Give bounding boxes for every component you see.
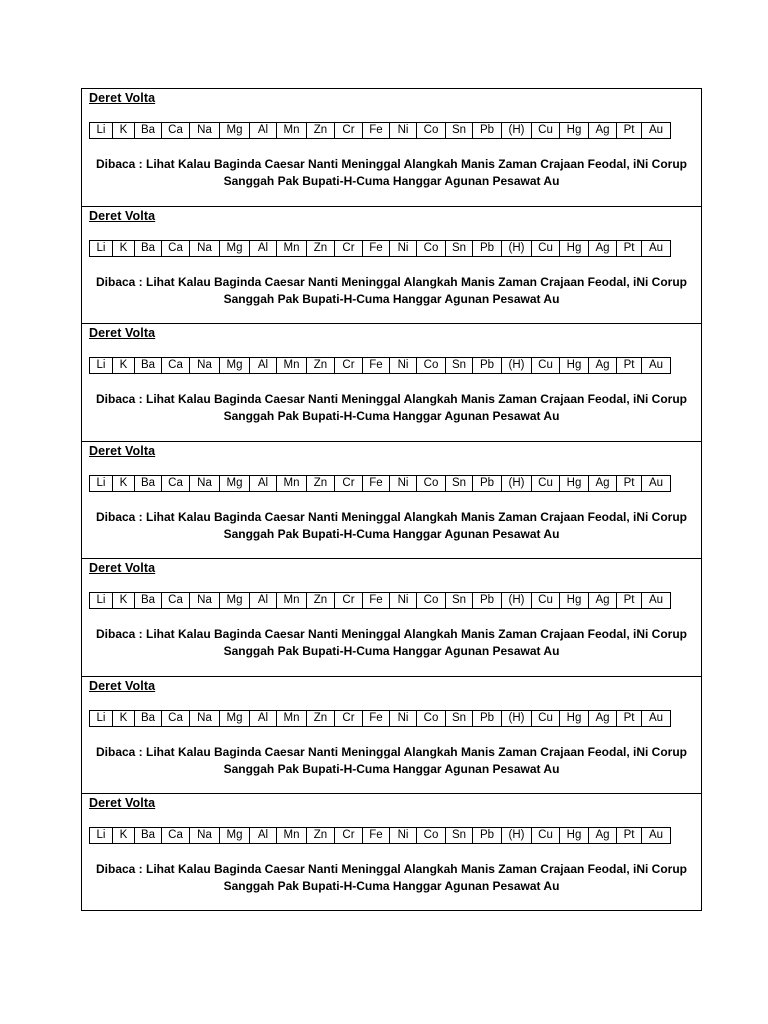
mnemonic-text xyxy=(82,274,701,308)
mnemonic-line-1: Dibaca : Lihat Kalau Baginda Caesar Nanti Meninggal Alangkah Manis Zaman Crajaan Feodal, iNi Corup xyxy=(95,274,687,289)
element-cell: Li xyxy=(90,476,113,491)
element-cell: Zn xyxy=(307,711,335,726)
mnemonic-line-1: Dibaca : Lihat Kalau Baginda Caesar Nanti Meninggal Alangkah Manis Zaman Crajaan Feodal, iNi Corup xyxy=(95,509,687,524)
element-cell: Zn xyxy=(307,476,335,491)
section-title: Deret Volta xyxy=(89,208,156,223)
element-cell: (H) xyxy=(502,358,532,373)
element-cell: Ni xyxy=(390,358,417,373)
section-title: Deret Volta xyxy=(89,678,156,693)
mnemonic-text xyxy=(82,626,701,660)
element-cell: Mn xyxy=(277,358,307,373)
element-cell: Ca xyxy=(162,358,190,373)
mnemonic-line-2: Sanggah Pak Bupati-H-Cuma Hanggar Agunan Pesawat Au xyxy=(223,174,560,188)
element-cell: Na xyxy=(190,476,220,491)
element-cell: K xyxy=(113,123,135,138)
element-cell: Ba xyxy=(135,358,162,373)
element-cell: (H) xyxy=(502,593,532,608)
mnemonic-text xyxy=(82,156,701,190)
element-cell: Sn xyxy=(446,123,473,138)
element-cell: Mn xyxy=(277,828,307,843)
mnemonic-line-1: Dibaca : Lihat Kalau Baginda Caesar Nanti Meninggal Alangkah Manis Zaman Crajaan Feodal, iNi Corup xyxy=(95,744,687,759)
element-cell: K xyxy=(113,358,135,373)
element-cell: Mg xyxy=(220,711,250,726)
element-cell: Ba xyxy=(135,123,162,138)
element-cell: Mn xyxy=(277,476,307,491)
element-cell: Pt xyxy=(617,828,642,843)
element-cell: Zn xyxy=(307,241,335,256)
element-series-row xyxy=(89,710,671,727)
element-cell: Hg xyxy=(560,828,589,843)
element-cell: Li xyxy=(90,593,113,608)
element-cell: Al xyxy=(250,828,277,843)
element-cell: Cr xyxy=(335,476,363,491)
mnemonic-line-2: Sanggah Pak Bupati-H-Cuma Hanggar Agunan Pesawat Au xyxy=(223,291,560,306)
element-cell: Ni xyxy=(390,711,417,726)
element-cell: Cr xyxy=(335,358,363,373)
element-series-row xyxy=(89,122,671,139)
element-cell: Ag xyxy=(589,593,617,608)
element-cell: Fe xyxy=(363,476,390,491)
element-cell: Zn xyxy=(307,358,335,373)
element-cell: Sn xyxy=(446,476,473,491)
element-cell: Pb xyxy=(473,828,502,843)
element-cell: Cu xyxy=(532,711,560,726)
element-cell: K xyxy=(113,476,135,491)
mnemonic-text xyxy=(82,509,701,543)
element-cell: Mg xyxy=(220,123,250,138)
element-cell: (H) xyxy=(502,476,532,491)
element-cell: (H) xyxy=(502,241,532,256)
element-cell: Al xyxy=(250,711,277,726)
element-cell: Li xyxy=(90,123,113,138)
element-cell: Cu xyxy=(532,593,560,608)
deret-volta-section xyxy=(82,89,701,207)
element-cell: Mn xyxy=(277,123,307,138)
section-title: Deret Volta xyxy=(89,326,156,341)
element-cell: Al xyxy=(250,358,277,373)
element-cell: Ca xyxy=(162,123,190,138)
element-cell: Co xyxy=(417,358,446,373)
element-cell: Mn xyxy=(277,593,307,608)
element-cell: Pb xyxy=(473,476,502,491)
element-cell: Li xyxy=(90,358,113,373)
element-cell: Cr xyxy=(335,711,363,726)
element-cell: Ba xyxy=(135,593,162,608)
section-title: Deret Volta xyxy=(89,91,156,105)
element-cell: Ba xyxy=(135,711,162,726)
element-cell: Ag xyxy=(589,476,617,491)
element-cell: Ni xyxy=(390,476,417,491)
element-series-row xyxy=(89,827,671,844)
element-cell: Ni xyxy=(390,593,417,608)
element-cell: Cr xyxy=(335,241,363,256)
element-cell: Mg xyxy=(220,358,250,373)
mnemonic-line-2: Sanggah Pak Bupati-H-Cuma Hanggar Agunan Pesawat Au xyxy=(223,526,560,541)
element-cell: Co xyxy=(417,828,446,843)
element-cell: Hg xyxy=(560,593,589,608)
element-cell: Co xyxy=(417,593,446,608)
deret-volta-section xyxy=(82,324,701,442)
element-cell: Pb xyxy=(473,241,502,256)
element-cell: Au xyxy=(648,359,664,372)
element-cell: Cu xyxy=(532,358,560,373)
element-cell: Ag xyxy=(589,123,617,138)
deret-volta-sheet xyxy=(81,88,702,911)
element-series-row xyxy=(89,475,671,492)
element-cell: Cr xyxy=(335,828,363,843)
element-cell: (H) xyxy=(502,828,532,843)
element-cell: Au xyxy=(648,124,664,136)
element-cell: Pt xyxy=(617,123,642,138)
element-cell: Ag xyxy=(589,711,617,726)
element-cell: Pb xyxy=(473,358,502,373)
deret-volta-section xyxy=(82,559,701,677)
deret-volta-section xyxy=(82,677,701,795)
element-cell: Al xyxy=(250,241,277,256)
element-cell: Co xyxy=(417,476,446,491)
mnemonic-line-2: Sanggah Pak Bupati-H-Cuma Hanggar Agunan Pesawat Au xyxy=(223,409,560,424)
element-cell: Au xyxy=(648,594,664,607)
mnemonic-line-1: Dibaca : Lihat Kalau Baginda Caesar Nanti Meninggal Alangkah Manis Zaman Crajaan Feodal, iNi Corup xyxy=(95,157,687,171)
element-series-row xyxy=(89,592,671,609)
mnemonic-line-1: Dibaca : Lihat Kalau Baginda Caesar Nanti Meninggal Alangkah Manis Zaman Crajaan Feodal, iNi Corup xyxy=(95,627,687,642)
element-cell: Hg xyxy=(560,711,589,726)
element-cell: Pt xyxy=(617,711,642,726)
element-cell: Cu xyxy=(532,828,560,843)
element-cell: Sn xyxy=(446,358,473,373)
element-cell: Na xyxy=(190,123,220,138)
element-cell: Pb xyxy=(473,711,502,726)
mnemonic-line-2: Sanggah Pak Bupati-H-Cuma Hanggar Agunan Pesawat Au xyxy=(223,761,560,776)
element-cell: Cr xyxy=(335,593,363,608)
element-cell: Hg xyxy=(560,123,589,138)
element-cell: Fe xyxy=(363,828,390,843)
deret-volta-section xyxy=(82,442,701,560)
element-cell: Pt xyxy=(617,593,642,608)
element-cell: Fe xyxy=(363,241,390,256)
element-cell: Sn xyxy=(446,593,473,608)
element-cell: Ba xyxy=(135,828,162,843)
element-cell: Mn xyxy=(277,711,307,726)
element-cell: Ca xyxy=(162,476,190,491)
element-cell: Hg xyxy=(560,476,589,491)
mnemonic-text xyxy=(82,861,701,895)
element-cell: (H) xyxy=(502,711,532,726)
element-cell: Mg xyxy=(220,241,250,256)
element-cell: Sn xyxy=(446,241,473,256)
element-series-row xyxy=(89,240,671,257)
element-cell: Mn xyxy=(277,241,307,256)
element-cell: K xyxy=(113,241,135,256)
element-cell: K xyxy=(113,711,135,726)
element-cell: Ni xyxy=(390,828,417,843)
mnemonic-line-1: Dibaca : Lihat Kalau Baginda Caesar Nanti Meninggal Alangkah Manis Zaman Crajaan Feodal, iNi Corup xyxy=(95,862,687,877)
element-cell: Cr xyxy=(335,123,363,138)
deret-volta-section xyxy=(82,794,701,912)
mnemonic-text xyxy=(82,744,701,778)
element-cell: Ca xyxy=(162,828,190,843)
element-cell: Na xyxy=(190,711,220,726)
element-cell: Ni xyxy=(390,241,417,256)
element-cell: Na xyxy=(190,358,220,373)
element-cell: Au xyxy=(648,711,664,724)
element-cell: Au xyxy=(648,241,664,254)
mnemonic-line-2: Sanggah Pak Bupati-H-Cuma Hanggar Agunan Pesawat Au xyxy=(223,879,560,894)
element-cell: K xyxy=(113,828,135,843)
element-cell: Zn xyxy=(307,828,335,843)
element-cell: Na xyxy=(190,241,220,256)
element-cell: Au xyxy=(648,829,664,842)
element-cell: Fe xyxy=(363,711,390,726)
element-cell: Li xyxy=(90,711,113,726)
element-cell: Sn xyxy=(446,828,473,843)
element-series-row xyxy=(89,357,671,374)
element-cell: Au xyxy=(648,476,664,489)
element-cell: Al xyxy=(250,593,277,608)
element-cell: Ag xyxy=(589,828,617,843)
section-title: Deret Volta xyxy=(89,796,156,811)
element-cell: Zn xyxy=(307,123,335,138)
element-cell: Zn xyxy=(307,593,335,608)
element-cell: Li xyxy=(90,241,113,256)
section-title: Deret Volta xyxy=(89,443,156,458)
section-title: Deret Volta xyxy=(89,561,156,576)
element-cell: Fe xyxy=(363,123,390,138)
element-cell: Fe xyxy=(363,593,390,608)
element-cell: Sn xyxy=(446,711,473,726)
element-cell: Mg xyxy=(220,828,250,843)
deret-volta-section xyxy=(82,207,701,325)
element-cell: Ag xyxy=(589,358,617,373)
element-cell: Pb xyxy=(473,593,502,608)
element-cell: Pt xyxy=(617,358,642,373)
element-cell: Li xyxy=(90,828,113,843)
element-cell: Mg xyxy=(220,593,250,608)
element-cell: Cu xyxy=(532,476,560,491)
element-cell: K xyxy=(113,593,135,608)
mnemonic-line-1: Dibaca : Lihat Kalau Baginda Caesar Nanti Meninggal Alangkah Manis Zaman Crajaan Feodal, iNi Corup xyxy=(95,392,687,407)
element-cell: Hg xyxy=(560,358,589,373)
element-cell: Cu xyxy=(532,123,560,138)
element-cell: Pt xyxy=(617,241,642,256)
element-cell: Ca xyxy=(162,241,190,256)
element-cell: Co xyxy=(417,711,446,726)
element-cell: (H) xyxy=(502,123,532,138)
element-cell: Ni xyxy=(390,123,417,138)
mnemonic-line-2: Sanggah Pak Bupati-H-Cuma Hanggar Agunan Pesawat Au xyxy=(223,644,560,659)
element-cell: Al xyxy=(250,123,277,138)
element-cell: Cu xyxy=(532,241,560,256)
element-cell: Ca xyxy=(162,711,190,726)
element-cell: Ba xyxy=(135,476,162,491)
element-cell: Al xyxy=(250,476,277,491)
element-cell: Fe xyxy=(363,358,390,373)
element-cell: Na xyxy=(190,828,220,843)
element-cell: Co xyxy=(417,123,446,138)
mnemonic-text xyxy=(82,391,701,425)
element-cell: Mg xyxy=(220,476,250,491)
element-cell: Ag xyxy=(589,241,617,256)
element-cell: Co xyxy=(417,241,446,256)
element-cell: Pt xyxy=(617,476,642,491)
element-cell: Pb xyxy=(473,123,502,138)
element-cell: Na xyxy=(190,593,220,608)
element-cell: Hg xyxy=(560,241,589,256)
element-cell: Ba xyxy=(135,241,162,256)
element-cell: Ca xyxy=(162,593,190,608)
